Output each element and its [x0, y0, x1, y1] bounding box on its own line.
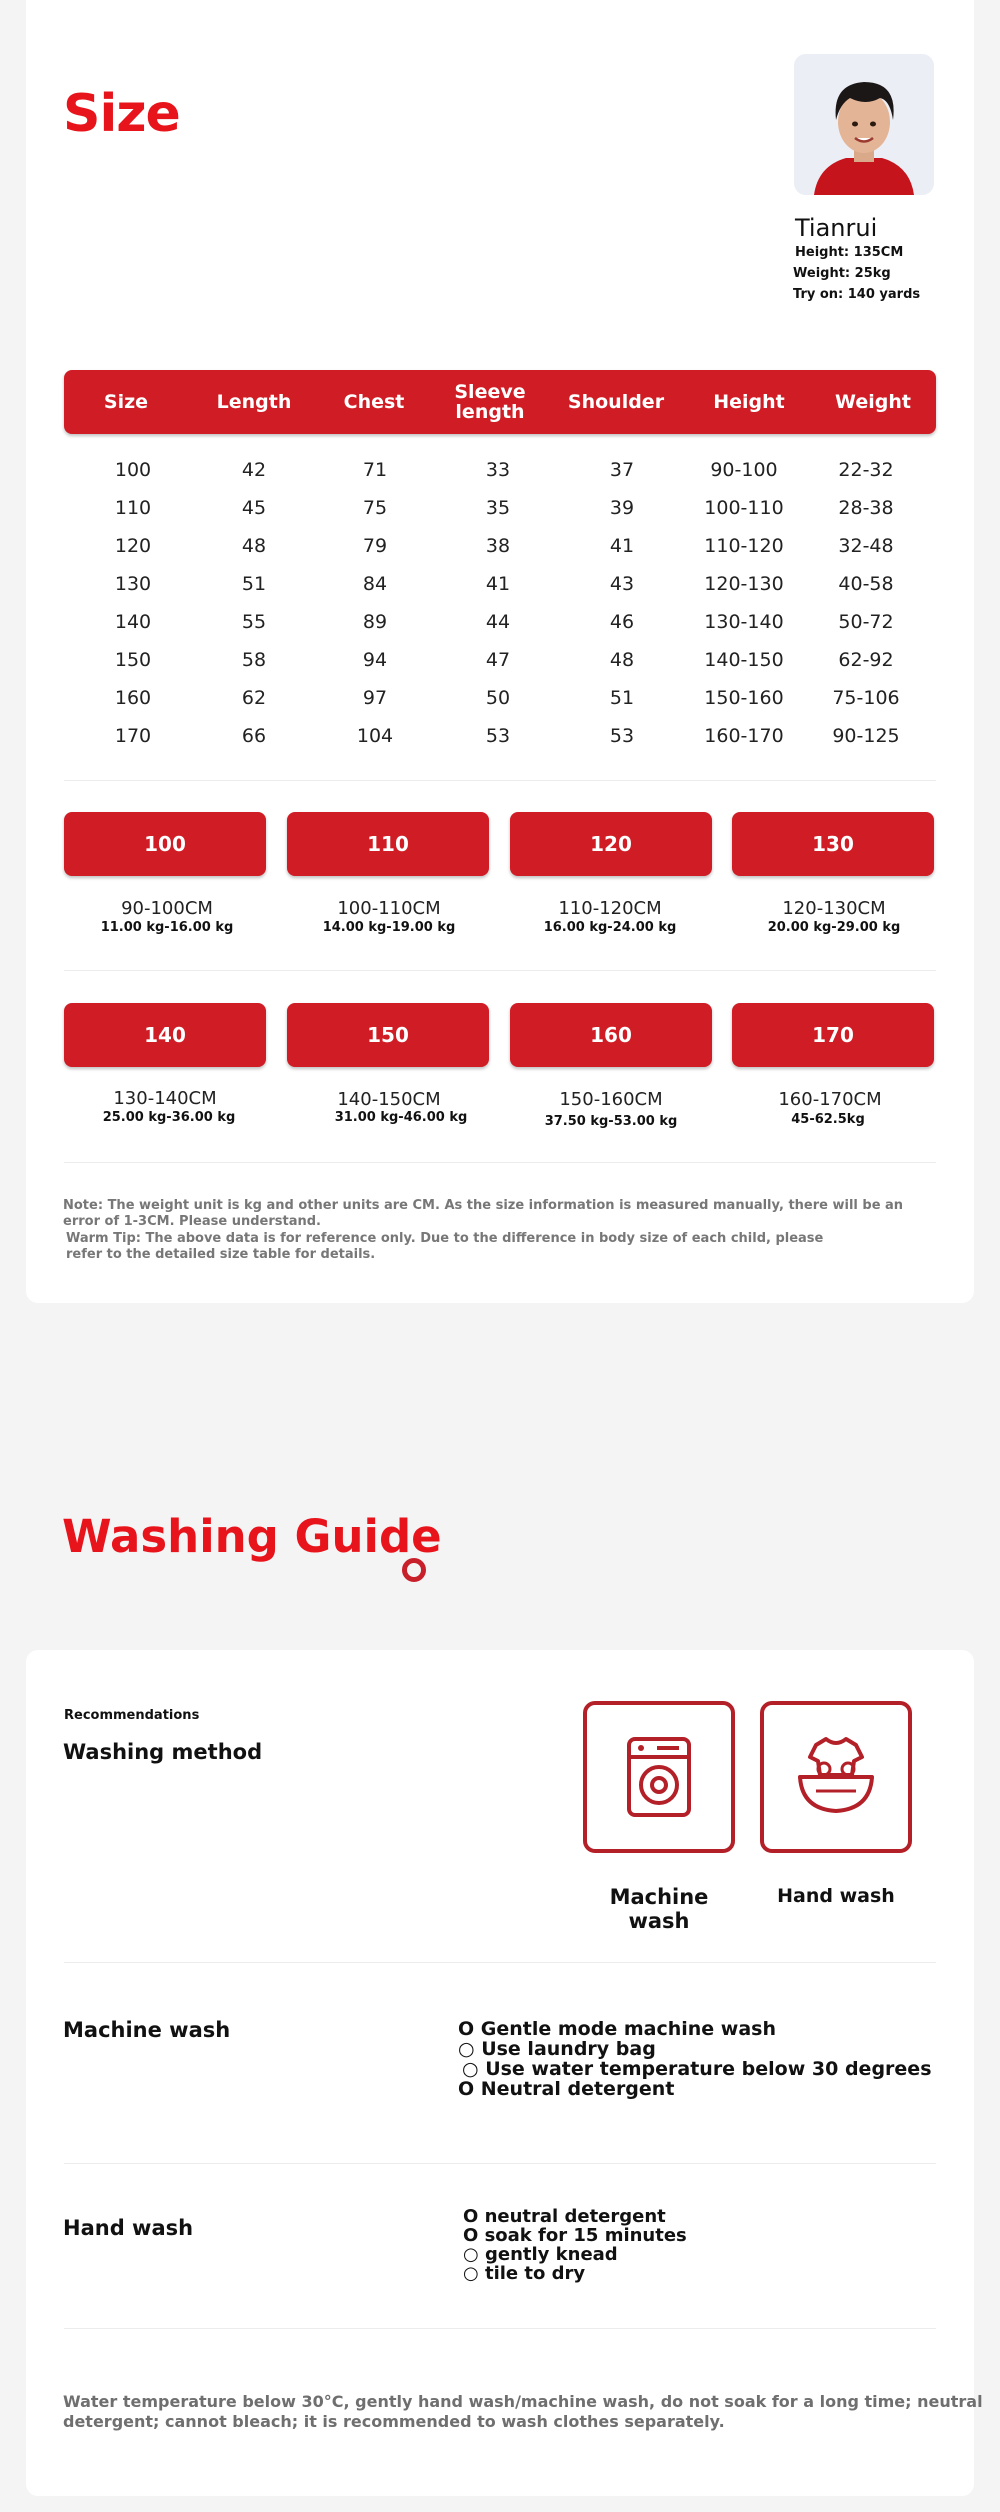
col-header-sleeve-length: Sleeve length: [454, 381, 526, 423]
table-cell: 84: [362, 573, 388, 595]
hand-wash-tile: [760, 1701, 912, 1853]
table-cell: 62: [241, 687, 267, 709]
col-header-weight: Weight: [835, 391, 911, 413]
size-range: 150-160CM: [559, 1089, 663, 1110]
size-pill-100: 100: [64, 812, 266, 876]
hand-wash-list: [463, 2207, 687, 2283]
table-cell: 97: [362, 687, 388, 709]
table-cell: 46: [609, 611, 635, 633]
size-weight: 25.00 kg-36.00 kg: [102, 1110, 236, 1125]
table-cell: 89: [362, 611, 388, 633]
table-cell: 55: [241, 611, 267, 633]
table-cell: 39: [609, 497, 635, 519]
col-header-size: Size: [103, 391, 149, 413]
table-cell: 120-130: [704, 573, 784, 595]
table-cell: 170: [114, 725, 152, 747]
list-item: O neutral detergent: [463, 2206, 666, 2227]
list-item: ○ Use laundry bag: [458, 2038, 656, 2060]
table-cell: 71: [362, 459, 388, 481]
table-cell: 44: [485, 611, 511, 633]
size-range: 100-110CM: [337, 898, 441, 919]
hand-wash-label: Hand wash: [63, 2216, 194, 2240]
model-height: Height: 135CM: [795, 245, 904, 260]
size-weight: 14.00 kg-19.00 kg: [322, 920, 456, 935]
table-cell: 160-170: [704, 725, 784, 747]
table-cell: 32-48: [838, 535, 894, 557]
divider: [64, 2163, 936, 2164]
washing-machine-icon: [587, 1705, 731, 1849]
hand-wash-caption: Hand wash: [777, 1885, 895, 1907]
col-header-height: Height: [713, 391, 785, 413]
child-portrait-icon: [794, 54, 934, 195]
list-item: ○ Use water temperature below 30 degrees: [462, 2058, 932, 2080]
table-cell: 53: [485, 725, 511, 747]
table-cell: 33: [485, 459, 511, 481]
table-cell: 41: [609, 535, 635, 557]
model-try-on: Try on: 140 yards: [793, 287, 921, 302]
table-cell: 94: [362, 649, 388, 671]
size-weight: 45-62.5kg: [791, 1112, 865, 1127]
table-cell: 100-110: [704, 497, 784, 519]
machine-wash-list: [458, 2019, 932, 2099]
machine-wash-caption: Machine wash: [609, 1885, 709, 1933]
recommendations-label: Recommendations: [64, 1708, 200, 1723]
size-title: Size: [63, 84, 180, 144]
col-header-shoulder: Shoulder: [567, 391, 665, 413]
machine-wash-label: Machine wash: [63, 2018, 231, 2042]
table-cell: 37: [609, 459, 635, 481]
size-range: 90-100CM: [121, 898, 213, 919]
table-cell: 100: [114, 459, 152, 481]
list-item: O Neutral detergent: [458, 2078, 675, 2100]
table-cell: 90-125: [832, 725, 900, 747]
table-cell: 35: [485, 497, 511, 519]
size-range: 130-140CM: [113, 1088, 217, 1109]
col-header-length: Length: [216, 391, 292, 413]
washing-guide-title: Washing Guide: [62, 1510, 442, 1563]
model-name: Tianrui: [795, 214, 878, 242]
table-cell: 120: [114, 535, 152, 557]
table-cell: 110-120: [704, 535, 784, 557]
table-cell: 58: [241, 649, 267, 671]
list-item: O soak for 15 minutes: [463, 2225, 687, 2246]
list-item: ○ gently knead: [463, 2244, 618, 2265]
size-range: 120-130CM: [782, 898, 886, 919]
table-cell: 160: [114, 687, 152, 709]
divider: [64, 1962, 936, 1963]
table-cell: 75: [362, 497, 388, 519]
warm-tip-line: Warm Tip: The above data is for reference only. Due to the difference in body size of each child, please: [66, 1231, 824, 1246]
table-cell: 41: [485, 573, 511, 595]
model-photo: [794, 54, 934, 195]
list-item: ○ tile to dry: [463, 2263, 586, 2284]
table-cell: 150-160: [704, 687, 784, 709]
size-pill-140: 140: [64, 1003, 266, 1067]
hand-wash-basin-icon: [764, 1705, 908, 1849]
table-cell: 50: [485, 687, 511, 709]
table-cell: 66: [241, 725, 267, 747]
table-cell: 90-100: [710, 459, 778, 481]
table-cell: 47: [485, 649, 511, 671]
table-cell: 48: [241, 535, 267, 557]
divider: [64, 970, 936, 971]
table-cell: 51: [609, 687, 635, 709]
size-pill-170: 170: [732, 1003, 934, 1067]
table-cell: 79: [362, 535, 388, 557]
size-pill-110: 110: [287, 812, 489, 876]
decorative-ring-icon: [402, 1558, 426, 1582]
table-cell: 42: [241, 459, 267, 481]
size-pill-150: 150: [287, 1003, 489, 1067]
table-cell: 45: [241, 497, 267, 519]
table-cell: 62-92: [838, 649, 894, 671]
note-line: Note: The weight unit is kg and other units are CM. As the size information is measured manually, there will be an: [63, 1198, 904, 1213]
table-cell: 140-150: [704, 649, 784, 671]
table-cell: 150: [114, 649, 152, 671]
size-weight: 37.50 kg-53.00 kg: [544, 1114, 678, 1129]
list-item: O Gentle mode machine wash: [458, 2018, 776, 2040]
model-weight: Weight: 25kg: [793, 266, 891, 281]
size-range: 160-170CM: [778, 1089, 882, 1110]
table-cell: 38: [485, 535, 511, 557]
divider: [64, 1162, 936, 1163]
table-cell: 140: [114, 611, 152, 633]
table-cell: 50-72: [838, 611, 894, 633]
divider: [64, 2328, 936, 2329]
table-cell: 75-106: [832, 687, 900, 709]
table-cell: 130-140: [704, 611, 784, 633]
table-cell: 130: [114, 573, 152, 595]
table-cell: 53: [609, 725, 635, 747]
warm-tip-line: refer to the detailed size table for details.: [66, 1247, 376, 1262]
size-range: 140-150CM: [337, 1089, 441, 1110]
size-weight: 31.00 kg-46.00 kg: [334, 1110, 468, 1125]
col-header-chest: Chest: [343, 391, 405, 413]
machine-wash-tile: [583, 1701, 735, 1853]
table-cell: 40-58: [838, 573, 894, 595]
table-cell: 43: [609, 573, 635, 595]
size-weight: 11.00 kg-16.00 kg: [100, 920, 234, 935]
size-pill-160: 160: [510, 1003, 712, 1067]
divider: [64, 780, 936, 781]
table-cell: 110: [114, 497, 152, 519]
washing-method-label: Washing method: [63, 1740, 263, 1764]
size-table-header: [64, 370, 936, 434]
size-weight: 20.00 kg-29.00 kg: [767, 920, 901, 935]
table-cell: 48: [609, 649, 635, 671]
note-line: error of 1-3CM. Please understand.: [63, 1214, 321, 1229]
table-cell: 104: [356, 725, 394, 747]
table-cell: 28-38: [838, 497, 894, 519]
size-range: 110-120CM: [558, 898, 662, 919]
table-cell: 22-32: [838, 459, 894, 481]
washing-footer-note: Water temperature below 30°C, gently hand wash/machine wash, do not soak for a long time; neutral: [63, 2392, 983, 2411]
size-pill-130: 130: [732, 812, 934, 876]
table-cell: 51: [241, 573, 267, 595]
size-pill-120: 120: [510, 812, 712, 876]
washing-footer-note: detergent; cannot bleach; it is recommended to wash clothes separately.: [63, 2412, 725, 2431]
size-weight: 16.00 kg-24.00 kg: [543, 920, 677, 935]
